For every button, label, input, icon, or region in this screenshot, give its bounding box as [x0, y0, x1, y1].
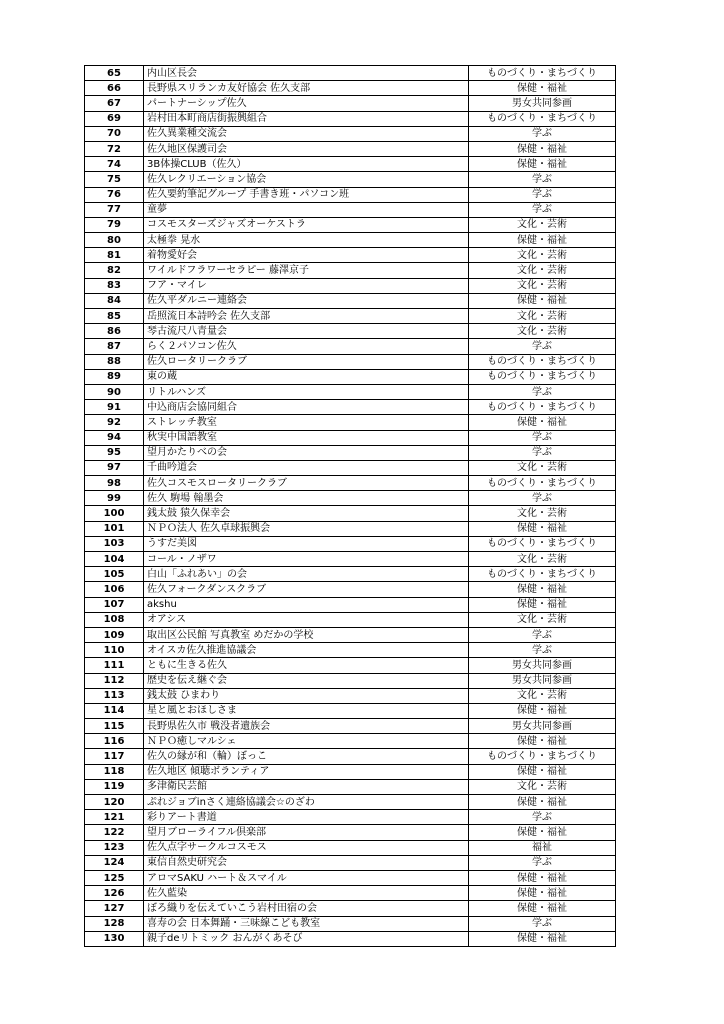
organization-name: 岳照流日本詩吟会 佐久支部	[144, 309, 469, 324]
row-number: 124	[85, 855, 144, 870]
row-number: 100	[85, 506, 144, 521]
activity-category: 文化・芸術	[469, 278, 616, 293]
table-row	[85, 673, 616, 688]
activity-category: 保健・福祉	[469, 901, 616, 916]
organization-name: 岩村田本町商店街振興組合	[144, 111, 469, 126]
organization-name: ともに生きる佐久	[144, 658, 469, 673]
table-row	[85, 491, 616, 506]
organization-name: 佐久の縁が和（輪）ぼっこ	[144, 749, 469, 764]
table-row	[85, 445, 616, 460]
organization-name: 親子deリトミック おんがくあそび	[144, 931, 469, 946]
table-row	[85, 263, 616, 278]
row-number: 105	[85, 567, 144, 582]
activity-category: 学ぶ	[469, 339, 616, 354]
row-number: 80	[85, 233, 144, 248]
row-number: 74	[85, 157, 144, 172]
organization-name: 千曲吟道会	[144, 460, 469, 475]
activity-category: 学ぶ	[469, 445, 616, 460]
activity-category: 男女共同参画	[469, 658, 616, 673]
row-number: 72	[85, 141, 144, 156]
activity-category: ものづくり・まちづくり	[469, 749, 616, 764]
activity-category: 男女共同参画	[469, 719, 616, 734]
row-number: 84	[85, 293, 144, 308]
activity-category: 学ぶ	[469, 916, 616, 931]
row-number: 114	[85, 703, 144, 718]
organization-name: 歴史を伝え継ぐ会	[144, 673, 469, 688]
row-number: 107	[85, 597, 144, 612]
row-number: 106	[85, 582, 144, 597]
row-number: 119	[85, 779, 144, 794]
activity-category: 文化・芸術	[469, 779, 616, 794]
table-row	[85, 66, 616, 81]
row-number: 82	[85, 263, 144, 278]
activity-category: 学ぶ	[469, 810, 616, 825]
table-row	[85, 309, 616, 324]
organization-name: 東信自然史研究会	[144, 855, 469, 870]
activity-category: 保健・福祉	[469, 233, 616, 248]
organization-name: フア・マイレ	[144, 278, 469, 293]
table-row	[85, 126, 616, 141]
activity-category: 学ぶ	[469, 430, 616, 445]
organization-name: 銭太鼓 猿久保幸会	[144, 506, 469, 521]
table-row	[85, 111, 616, 126]
row-number: 118	[85, 764, 144, 779]
organization-name: アロマSAKU ハート＆スマイル	[144, 870, 469, 885]
activity-category: ものづくり・まちづくり	[469, 400, 616, 415]
organization-name: 佐久フォークダンスクラブ	[144, 582, 469, 597]
table-row	[85, 157, 616, 172]
table-row	[85, 916, 616, 931]
table-row	[85, 369, 616, 384]
table-row	[85, 521, 616, 536]
table-row	[85, 870, 616, 885]
activity-category: 保健・福祉	[469, 870, 616, 885]
table-row	[85, 567, 616, 582]
organization-table-body	[85, 66, 616, 947]
organization-name: 佐久点字サークルコスモス	[144, 840, 469, 855]
row-number: 67	[85, 96, 144, 111]
activity-category: 学ぶ	[469, 172, 616, 187]
row-number: 77	[85, 202, 144, 217]
activity-category: 福祉	[469, 840, 616, 855]
row-number: 111	[85, 658, 144, 673]
organization-name: 中込商店会協同組合	[144, 400, 469, 415]
row-number: 92	[85, 415, 144, 430]
table-row	[85, 81, 616, 96]
organization-name: 佐久 駒場 翰墨会	[144, 491, 469, 506]
organization-name: 望月ブローライフル倶楽部	[144, 825, 469, 840]
organization-name: 佐久要約筆記グループ 手書き班・パソコン班	[144, 187, 469, 202]
table-row	[85, 886, 616, 901]
row-number: 75	[85, 172, 144, 187]
activity-category: 保健・福祉	[469, 293, 616, 308]
organization-name: 太極拳 晃水	[144, 233, 469, 248]
organization-name: ＮＰＯ癒しマルシェ	[144, 734, 469, 749]
table-row	[85, 96, 616, 111]
row-number: 87	[85, 339, 144, 354]
activity-category: 学ぶ	[469, 384, 616, 399]
table-row	[85, 643, 616, 658]
organization-name: 童夢	[144, 202, 469, 217]
row-number: 120	[85, 795, 144, 810]
organization-name: 多津衛民芸館	[144, 779, 469, 794]
activity-category: 文化・芸術	[469, 324, 616, 339]
organization-name: 着物愛好会	[144, 248, 469, 263]
row-number: 76	[85, 187, 144, 202]
table-row	[85, 172, 616, 187]
organization-name: 佐久藍染	[144, 886, 469, 901]
activity-category: 保健・福祉	[469, 157, 616, 172]
activity-category: 保健・福祉	[469, 764, 616, 779]
activity-category: 文化・芸術	[469, 506, 616, 521]
row-number: 83	[85, 278, 144, 293]
table-row	[85, 931, 616, 946]
row-number: 86	[85, 324, 144, 339]
table-row	[85, 415, 616, 430]
row-number: 88	[85, 354, 144, 369]
row-number: 66	[85, 81, 144, 96]
table-row	[85, 339, 616, 354]
organization-name: 東の蔵	[144, 369, 469, 384]
organization-name: ワイルドフラワーセラピー 藤澤京子	[144, 263, 469, 278]
table-row	[85, 840, 616, 855]
activity-category: 文化・芸術	[469, 612, 616, 627]
row-number: 116	[85, 734, 144, 749]
table-row	[85, 825, 616, 840]
row-number: 123	[85, 840, 144, 855]
organization-name: 佐久平ダルニー連絡会	[144, 293, 469, 308]
organization-name: 喜寿の会 日本舞踊・三味線こども教室	[144, 916, 469, 931]
row-number: 98	[85, 476, 144, 491]
activity-category: 文化・芸術	[469, 460, 616, 475]
table-row	[85, 354, 616, 369]
activity-category: 保健・福祉	[469, 597, 616, 612]
organization-name: 佐久レクリエーション協会	[144, 172, 469, 187]
activity-category: ものづくり・まちづくり	[469, 111, 616, 126]
row-number: 99	[85, 491, 144, 506]
table-row	[85, 476, 616, 491]
table-row	[85, 658, 616, 673]
organization-name: 内山区長会	[144, 66, 469, 81]
organization-name: 秋実中国語教室	[144, 430, 469, 445]
activity-category: ものづくり・まちづくり	[469, 476, 616, 491]
organization-name: 佐久ロータリークラブ	[144, 354, 469, 369]
row-number: 94	[85, 430, 144, 445]
table-row	[85, 612, 616, 627]
row-number: 97	[85, 460, 144, 475]
table-row	[85, 597, 616, 612]
row-number: 115	[85, 719, 144, 734]
table-row	[85, 810, 616, 825]
table-row	[85, 719, 616, 734]
activity-category: 保健・福祉	[469, 521, 616, 536]
row-number: 130	[85, 931, 144, 946]
row-number: 79	[85, 217, 144, 232]
organization-name: コスモスターズジャズオーケストラ	[144, 217, 469, 232]
table-row	[85, 248, 616, 263]
row-number: 108	[85, 612, 144, 627]
row-number: 89	[85, 369, 144, 384]
organization-name: 取出区公民館 写真教室 めだかの学校	[144, 627, 469, 642]
row-number: 113	[85, 688, 144, 703]
organization-name: パートナーシップ佐久	[144, 96, 469, 111]
organization-name: 長野県佐久市 戦没者遺族会	[144, 719, 469, 734]
activity-category: 学ぶ	[469, 187, 616, 202]
activity-category: 男女共同参画	[469, 96, 616, 111]
table-row	[85, 141, 616, 156]
row-number: 104	[85, 552, 144, 567]
organization-name: 佐久地区保護司会	[144, 141, 469, 156]
activity-category: 保健・福祉	[469, 582, 616, 597]
row-number: 126	[85, 886, 144, 901]
row-number: 112	[85, 673, 144, 688]
organization-name: ぼろ織りを伝えていこう岩村田宿の会	[144, 901, 469, 916]
row-number: 128	[85, 916, 144, 931]
activity-category: ものづくり・まちづくり	[469, 536, 616, 551]
activity-category: 文化・芸術	[469, 688, 616, 703]
activity-category: 保健・福祉	[469, 795, 616, 810]
activity-category: 文化・芸術	[469, 217, 616, 232]
row-number: 101	[85, 521, 144, 536]
table-row	[85, 217, 616, 232]
organization-name: 白山「ふれあい」の会	[144, 567, 469, 582]
row-number: 125	[85, 870, 144, 885]
organization-name: コール・ノザワ	[144, 552, 469, 567]
activity-category: 文化・芸術	[469, 309, 616, 324]
activity-category: ものづくり・まちづくり	[469, 66, 616, 81]
organization-name: オアシス	[144, 612, 469, 627]
row-number: 121	[85, 810, 144, 825]
organization-name: 佐久地区 傾聴ボランティア	[144, 764, 469, 779]
row-number: 91	[85, 400, 144, 415]
activity-category: ものづくり・まちづくり	[469, 567, 616, 582]
activity-category: 保健・福祉	[469, 81, 616, 96]
organization-name: 望月かたりべの会	[144, 445, 469, 460]
activity-category: ものづくり・まちづくり	[469, 354, 616, 369]
table-row	[85, 703, 616, 718]
organization-name: ぷれジョブinさく連絡協議会☆のざわ	[144, 795, 469, 810]
row-number: 65	[85, 66, 144, 81]
organization-name: リトルハンズ	[144, 384, 469, 399]
organization-name: オイスカ佐久推進協議会	[144, 643, 469, 658]
row-number: 103	[85, 536, 144, 551]
row-number: 85	[85, 309, 144, 324]
row-number: 127	[85, 901, 144, 916]
activity-category: 学ぶ	[469, 643, 616, 658]
row-number: 117	[85, 749, 144, 764]
organization-table	[84, 65, 616, 947]
row-number: 122	[85, 825, 144, 840]
activity-category: 学ぶ	[469, 855, 616, 870]
activity-category: 保健・福祉	[469, 703, 616, 718]
organization-name: 琴古流尺八青量会	[144, 324, 469, 339]
row-number: 69	[85, 111, 144, 126]
row-number: 90	[85, 384, 144, 399]
table-row	[85, 536, 616, 551]
table-row	[85, 187, 616, 202]
organization-name: 彩りアート書道	[144, 810, 469, 825]
table-row	[85, 855, 616, 870]
table-row	[85, 293, 616, 308]
activity-category: 学ぶ	[469, 202, 616, 217]
table-row	[85, 901, 616, 916]
activity-category: 保健・福祉	[469, 141, 616, 156]
table-row	[85, 430, 616, 445]
table-row	[85, 627, 616, 642]
organization-name: ストレッチ教室	[144, 415, 469, 430]
activity-category: 学ぶ	[469, 491, 616, 506]
organization-name: 佐久コスモスロータリークラブ	[144, 476, 469, 491]
activity-category: 学ぶ	[469, 126, 616, 141]
table-row	[85, 202, 616, 217]
row-number: 95	[85, 445, 144, 460]
organization-name: 星と風とおほしさま	[144, 703, 469, 718]
organization-name: 銭太鼓 ひまわり	[144, 688, 469, 703]
table-row	[85, 384, 616, 399]
table-row	[85, 734, 616, 749]
organization-name: 3B体操CLUB（佐久）	[144, 157, 469, 172]
activity-category: 保健・福祉	[469, 825, 616, 840]
organization-name: 長野県スリランカ友好協会 佐久支部	[144, 81, 469, 96]
organization-name: 佐久異業種交流会	[144, 126, 469, 141]
table-row	[85, 460, 616, 475]
table-row	[85, 795, 616, 810]
table-row	[85, 779, 616, 794]
row-number: 110	[85, 643, 144, 658]
organization-name: akshu	[144, 597, 469, 612]
activity-category: 保健・福祉	[469, 931, 616, 946]
table-row	[85, 582, 616, 597]
activity-category: 男女共同参画	[469, 673, 616, 688]
row-number: 70	[85, 126, 144, 141]
table-row	[85, 233, 616, 248]
organization-name: らく２パソコン佐久	[144, 339, 469, 354]
table-row	[85, 552, 616, 567]
activity-category: 文化・芸術	[469, 248, 616, 263]
organization-name: ＮＰＯ法人 佐久卓球振興会	[144, 521, 469, 536]
table-row	[85, 749, 616, 764]
row-number: 81	[85, 248, 144, 263]
table-row	[85, 506, 616, 521]
activity-category: ものづくり・まちづくり	[469, 369, 616, 384]
activity-category: 保健・福祉	[469, 734, 616, 749]
table-row	[85, 324, 616, 339]
table-row	[85, 688, 616, 703]
row-number: 109	[85, 627, 144, 642]
activity-category: 保健・福祉	[469, 415, 616, 430]
organization-name: うすだ美図	[144, 536, 469, 551]
activity-category: 文化・芸術	[469, 263, 616, 278]
activity-category: 保健・福祉	[469, 886, 616, 901]
table-row	[85, 764, 616, 779]
table-row	[85, 278, 616, 293]
activity-category: 学ぶ	[469, 627, 616, 642]
activity-category: 文化・芸術	[469, 552, 616, 567]
table-row	[85, 400, 616, 415]
